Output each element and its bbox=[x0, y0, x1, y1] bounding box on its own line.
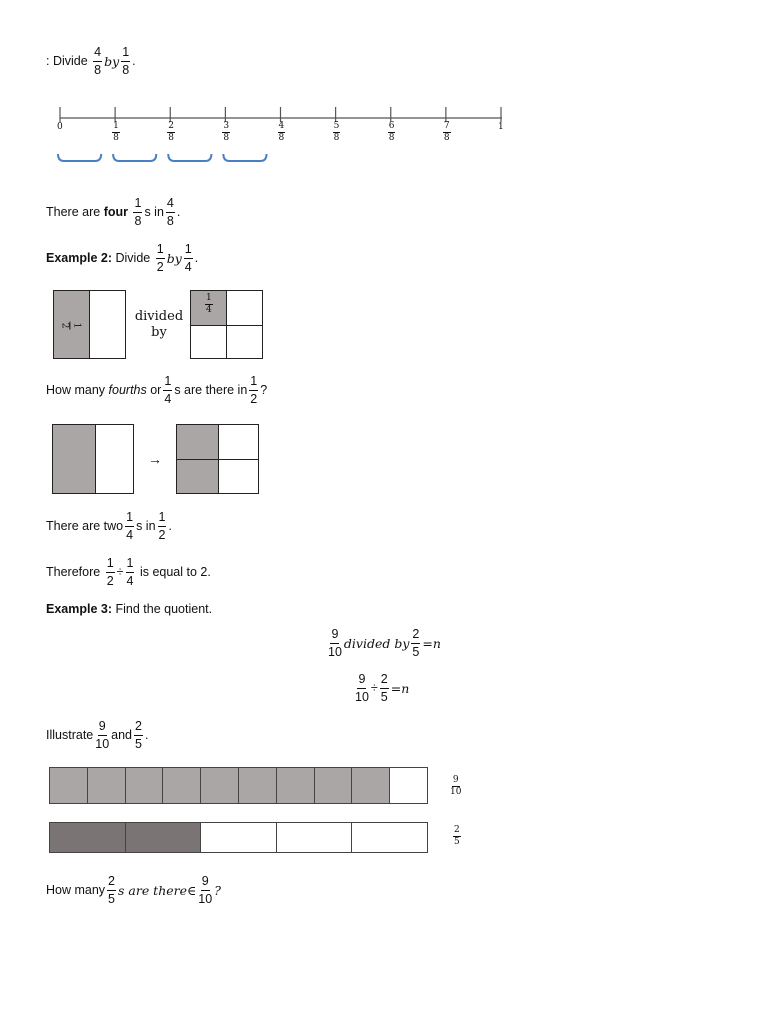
period: . bbox=[168, 519, 172, 533]
nine-tenths-bar bbox=[49, 767, 427, 804]
shaded-part bbox=[125, 822, 202, 853]
shaded-part bbox=[162, 767, 201, 804]
period: . bbox=[176, 205, 181, 219]
italic-phrase: s are there∈ bbox=[118, 882, 197, 898]
shaded-part bbox=[125, 767, 164, 804]
half-rectangle bbox=[53, 290, 126, 359]
illustrate-sentence bbox=[46, 720, 148, 750]
example-3-heading bbox=[46, 602, 212, 616]
horizontal-divider bbox=[191, 325, 262, 326]
fraction-nine-tenths: $\frac{9}{10}$ bbox=[328, 627, 342, 659]
number-line-tick-label: $\frac{6}{8}$ bbox=[388, 121, 395, 143]
quarters-square bbox=[190, 290, 263, 359]
example-text: Find the quotient. bbox=[115, 602, 213, 616]
by-word: by bbox=[166, 250, 182, 266]
number-line-tick-label: $\frac{5}{8}$ bbox=[333, 121, 340, 143]
number-line-tick-label: $\frac{7}{8}$ bbox=[443, 121, 450, 143]
fraction-two-fifths: $\frac{2}{5}$ bbox=[135, 719, 142, 751]
sentence-middle: s in bbox=[144, 205, 164, 219]
bar1-label: $\frac{9}{10}$ bbox=[450, 775, 462, 797]
half-block bbox=[52, 424, 134, 494]
fraction-nine-tenths: $\frac{9}{10}$ bbox=[198, 874, 213, 906]
fraction-one-half: $\frac{1}{2}$ bbox=[250, 374, 258, 406]
fraction-one-quarter: $\frac{1}{4}$ bbox=[164, 374, 172, 406]
number-line-tick-label: $\frac{3}{8}$ bbox=[223, 121, 230, 143]
shaded-part bbox=[351, 767, 390, 804]
final-question bbox=[46, 875, 221, 905]
therefore-suffix: is equal to 2. bbox=[139, 565, 211, 579]
number-line-tick-label: $\frac{2}{8}$ bbox=[168, 121, 174, 143]
unshaded-part bbox=[351, 822, 428, 853]
period: . bbox=[132, 54, 136, 68]
equals-n: =n bbox=[390, 680, 410, 696]
four-eighths-sentence bbox=[46, 197, 180, 227]
shaded-half bbox=[53, 425, 96, 493]
fraction-one-quarter: $\frac{1}{4}$ bbox=[126, 556, 134, 588]
quarters-block bbox=[176, 424, 259, 494]
period: . bbox=[194, 251, 199, 265]
question-prefix: How many bbox=[46, 883, 106, 897]
question-prefix: How many bbox=[46, 383, 106, 397]
sentence-prefix: There are bbox=[46, 205, 101, 219]
bold-word: four bbox=[103, 205, 128, 219]
shaded-part bbox=[49, 767, 88, 804]
two-quarters-sentence bbox=[46, 511, 172, 541]
fraction-nine-tenths: $\frac{9}{10}$ bbox=[95, 719, 110, 751]
bar2-label: $\frac{2}{5}$ bbox=[454, 825, 460, 847]
unshaded-part bbox=[200, 822, 277, 853]
number-line-tick-label: $\frac{1}{8}$ bbox=[113, 121, 119, 143]
unshaded-part bbox=[389, 767, 428, 804]
number-line bbox=[0, 0, 768, 180]
unshaded-part bbox=[276, 822, 353, 853]
example-label: Example 2: bbox=[46, 251, 113, 265]
equals-n: =n bbox=[422, 635, 441, 651]
quarter-label: $\frac{1}{4}$ bbox=[206, 293, 212, 315]
divide-intro: : Divide bbox=[46, 54, 88, 68]
fraction-two-fifths: $\frac{2}{5}$ bbox=[380, 672, 388, 704]
fourths-question bbox=[46, 375, 267, 405]
example-2-heading bbox=[46, 243, 198, 273]
grouping-brace bbox=[113, 154, 156, 161]
by-word: by bbox=[104, 53, 120, 69]
illustrate-word: Illustrate bbox=[46, 728, 94, 742]
shaded-part bbox=[276, 767, 315, 804]
fraction-nine-tenths: $\frac{9}{10}$ bbox=[355, 672, 369, 704]
number-line-tick-label: $\frac{4}{8}$ bbox=[278, 121, 285, 143]
divide-sign: ÷ bbox=[370, 681, 378, 695]
example-text: Divide bbox=[115, 251, 151, 265]
sentence-middle: s in bbox=[136, 519, 156, 533]
divided-by-words: divided by bbox=[343, 635, 410, 651]
shaded-part bbox=[238, 767, 277, 804]
number-line-tick-label: 1 bbox=[498, 122, 504, 132]
therefore-word: Therefore bbox=[46, 565, 101, 579]
fraction-two-fifths: $\frac{2}{5}$ bbox=[108, 874, 115, 906]
fraction-one-eighth: $\frac{1}{8}$ bbox=[134, 196, 142, 228]
equation-words bbox=[326, 628, 441, 658]
fraction-one-quarter: $\frac{1}{4}$ bbox=[126, 510, 134, 542]
fraction-four-eighths: $\frac{4}{8}$ bbox=[166, 196, 174, 228]
two-fifths-bar bbox=[49, 822, 427, 853]
italic-word: fourths bbox=[108, 383, 147, 397]
number-line-tick-label: 0 bbox=[57, 122, 63, 132]
sentence-prefix: There are two bbox=[46, 519, 124, 533]
fraction-one-half: $\frac{1}{2}$ bbox=[156, 242, 164, 274]
question-middle: s are there in bbox=[174, 383, 248, 397]
grouping-brace bbox=[168, 154, 211, 161]
fraction-one-half: $\frac{1}{2}$ bbox=[106, 556, 114, 588]
divided-by-text: divided by bbox=[134, 309, 184, 340]
question-mark: ? bbox=[260, 383, 268, 397]
half-label: 1 2 bbox=[59, 322, 82, 329]
shaded-part bbox=[87, 767, 126, 804]
grouping-brace bbox=[223, 154, 266, 161]
fraction-one-half: $\frac{1}{2}$ bbox=[158, 510, 166, 542]
divide-sign: ÷ bbox=[116, 565, 124, 579]
and-word: and bbox=[111, 728, 133, 742]
fraction-one-quarter: $\frac{1}{4}$ bbox=[184, 242, 192, 274]
fraction-one-eighth: $\frac{1}{8}$ bbox=[122, 45, 130, 77]
fraction-four-eighths: $\frac{4}{8}$ bbox=[94, 45, 102, 77]
equation-symbols bbox=[353, 673, 409, 703]
shaded-part bbox=[314, 767, 353, 804]
arrow-icon: → bbox=[148, 451, 162, 467]
horizontal-divider bbox=[177, 459, 258, 460]
shaded-part bbox=[49, 822, 126, 853]
or-word: or bbox=[150, 383, 162, 397]
grouping-brace bbox=[58, 154, 101, 161]
example-label: Example 3: bbox=[46, 602, 113, 616]
shaded-part bbox=[200, 767, 239, 804]
therefore-sentence bbox=[46, 557, 211, 587]
period: . bbox=[144, 728, 149, 742]
question-mark: ? bbox=[214, 882, 221, 898]
fraction-two-fifths: $\frac{2}{5}$ bbox=[412, 627, 420, 659]
